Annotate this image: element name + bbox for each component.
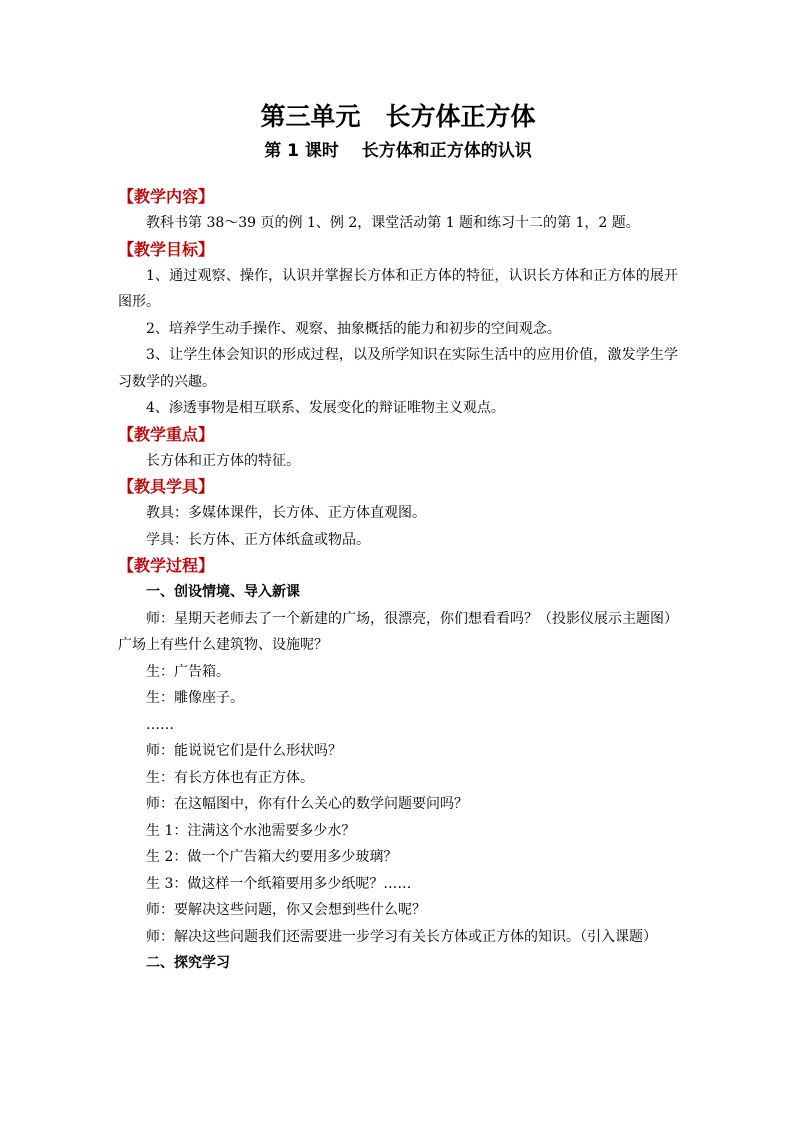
- dialog-line: 生：广告箱。: [146, 663, 230, 680]
- goal-item-3: 3、让学生体会知识的形成过程，以及所学知识在实际生活中的应用价值，激发学生学习数学的兴趣。: [118, 347, 678, 390]
- tools-teacher: 教具：多媒体课件，长方体、正方体直观图。: [146, 505, 426, 521]
- lesson-subtitle: 第 1 课时 长方体和正方体的认识: [264, 141, 532, 161]
- dialog-line: 生 2：做一个广告箱大约要用多少玻璃？: [146, 849, 398, 865]
- dialog-line: 师：要解决这些问题，你又会想到些什么呢？: [146, 902, 426, 918]
- section-heading-process: 【教学过程】: [118, 556, 215, 575]
- lesson-plan-page: [118, 100, 678, 977]
- unit-title: 第三单元 长方体正方体: [260, 102, 536, 131]
- section-heading-goals: 【教学目标】: [118, 239, 215, 259]
- section-heading-tools: 【教具学具】: [118, 477, 215, 496]
- goal-item-2: 2、培养学生动手操作、观察、抽象概括的能力和初步的空间观念。: [146, 320, 561, 337]
- key-paragraph: 长方体和正方体的特征。: [146, 452, 300, 469]
- dialog-line: 生 1：注满这个水池需要多少水？: [146, 822, 356, 839]
- goal-item-4: 4、渗透事物是相互联系、发展变化的辩证唯物主义观点。: [146, 400, 505, 416]
- dialog-line: 师：能说说它们是什么形状吗？: [146, 743, 342, 759]
- dialog-line: 生：雕像座子。: [146, 690, 244, 706]
- dialog-line: 生：有长方体也有正方体。: [146, 769, 314, 786]
- content-paragraph: 教科书第 38～39 页的例 1、例 2，课堂活动第 1 题和练习十二的第 1，2 题。: [146, 215, 640, 231]
- dialog-line: 生 3：做这样一个纸箱要用多少纸呢？……: [146, 875, 412, 892]
- dialog-line: ……: [146, 716, 174, 733]
- dialog-line: 师：解决这些问题我们还需要进一步学习有关长方体或正方体的知识。（引入课题）: [146, 928, 657, 945]
- goal-item-1: 1、通过观察、操作，认识并掌握长方体和正方体的特征，认识长方体和正方体的展开图形。: [118, 267, 678, 310]
- dialog-line: 师：星期天老师去了一个新建的广场，很漂亮，你们想看看吗？（投影仪展示主题图）广场上有些什么建筑物、设施呢？: [118, 610, 678, 653]
- process-subheading-1: 一、创设情境、导入新课: [146, 584, 300, 600]
- section-heading-key: 【教学重点】: [118, 424, 215, 444]
- dialog-line: 师：在这幅图中，你有什么关心的数学问题要问吗？: [146, 796, 468, 812]
- tools-student: 学具：长方体、正方体纸盒或物品。: [146, 531, 370, 548]
- process-subheading-2: 二、探究学习: [146, 955, 230, 971]
- section-heading-content: 【教学内容】: [118, 187, 215, 206]
